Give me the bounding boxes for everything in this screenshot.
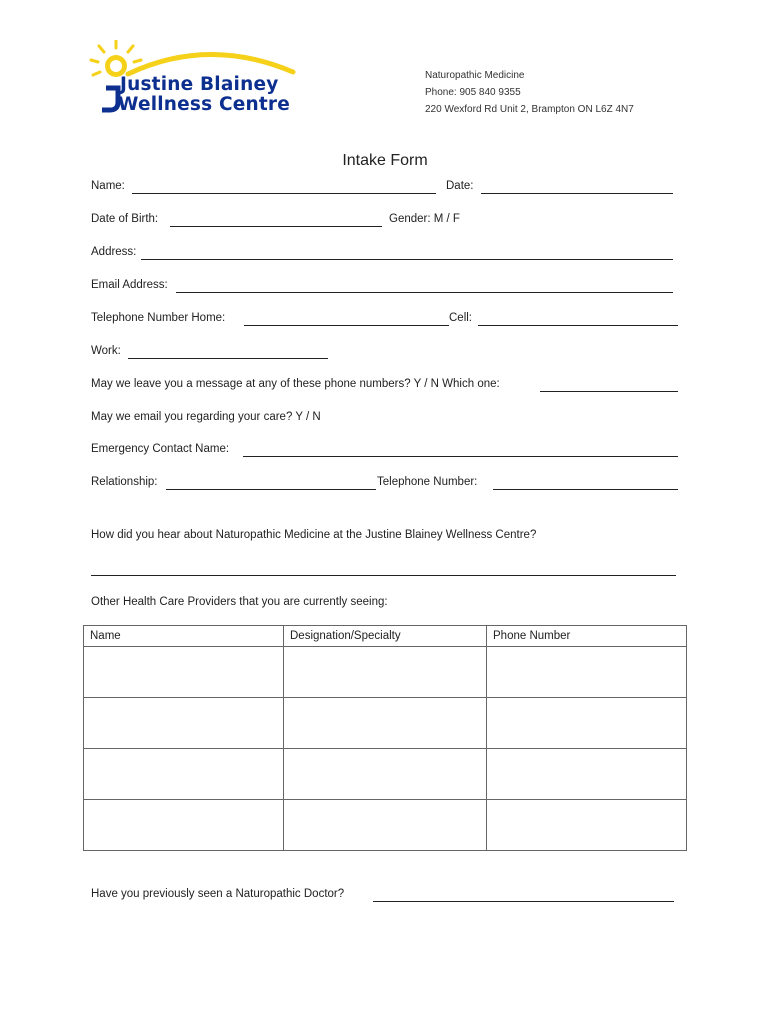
table-row [84, 647, 687, 698]
table-cell[interactable] [487, 749, 687, 800]
emergency-phone-field[interactable] [493, 489, 678, 490]
providers-table [83, 625, 687, 851]
table-cell[interactable] [284, 647, 487, 698]
cell-field[interactable] [478, 325, 678, 326]
emergency-phone-label: Telephone Number: [377, 476, 478, 488]
address-field[interactable] [141, 259, 673, 260]
which-phone-field[interactable] [540, 391, 678, 392]
column-header-designation: Designation/Specialty [284, 626, 487, 647]
phone-home-label: Telephone Number Home: [91, 312, 226, 324]
table-cell[interactable] [487, 647, 687, 698]
clinic-contact-info [425, 67, 634, 118]
relationship-label: Relationship: [91, 476, 158, 488]
emergency-contact-label: Emergency Contact Name: [91, 443, 230, 455]
previous-nd-label: Have you previously seen a Naturopathic Doctor? [91, 888, 345, 900]
clinic-specialty: Naturopathic Medicine [425, 70, 525, 81]
table-cell[interactable] [84, 647, 284, 698]
logo-line-2: Wellness Centre [118, 94, 290, 115]
previous-nd-field[interactable] [373, 901, 674, 902]
table-row [84, 749, 687, 800]
table-row [84, 698, 687, 749]
email-field[interactable] [176, 292, 673, 293]
name-field[interactable] [132, 193, 436, 194]
table-header-row [84, 626, 687, 647]
table-cell[interactable] [84, 698, 284, 749]
date-field[interactable] [481, 193, 673, 194]
table-cell[interactable] [487, 698, 687, 749]
dob-field[interactable] [170, 226, 382, 227]
table-row [84, 800, 687, 851]
dob-label: Date of Birth: [91, 213, 159, 225]
email-label: Email Address: [91, 279, 168, 291]
gender-label[interactable]: Gender: M / F [389, 213, 460, 225]
form-title: Intake Form [342, 152, 428, 169]
work-field[interactable] [128, 358, 328, 359]
clinic-logo [88, 40, 318, 120]
logo-line-1: Justine Blainey [120, 74, 279, 95]
cell-label: Cell: [449, 312, 473, 324]
column-header-phone: Phone Number [487, 626, 687, 647]
table-cell[interactable] [284, 800, 487, 851]
name-label: Name: [91, 180, 125, 192]
table-cell[interactable] [487, 800, 687, 851]
address-label: Address: [91, 246, 137, 258]
date-label: Date: [446, 180, 474, 192]
leave-message-label: May we leave you a message at any of these phone numbers? Y / N Which one: [91, 378, 500, 390]
emergency-contact-field[interactable] [243, 456, 678, 457]
table-cell[interactable] [84, 749, 284, 800]
clinic-phone: Phone: 905 840 9355 [425, 87, 521, 98]
table-cell[interactable] [284, 698, 487, 749]
hear-about-label: How did you hear about Naturopathic Medicine at the Justine Blainey Wellness Centre? [91, 529, 537, 541]
work-label: Work: [91, 345, 121, 357]
phone-home-field[interactable] [244, 325, 449, 326]
email-care-label[interactable]: May we email you regarding your care? Y / N [91, 411, 321, 423]
other-providers-label: Other Health Care Providers that you are currently seeing: [91, 596, 388, 608]
table-cell[interactable] [284, 749, 487, 800]
clinic-address: 220 Wexford Rd Unit 2, Brampton ON L6Z 4N7 [425, 104, 634, 115]
column-header-name: Name [84, 626, 284, 647]
relationship-field[interactable] [166, 489, 376, 490]
hear-about-field[interactable] [91, 575, 676, 576]
table-cell[interactable] [84, 800, 284, 851]
